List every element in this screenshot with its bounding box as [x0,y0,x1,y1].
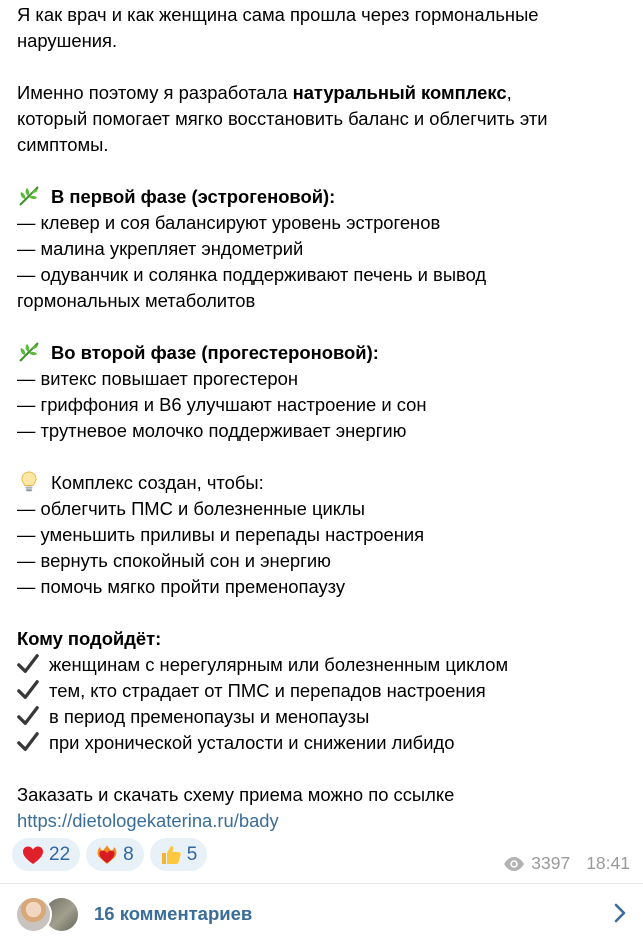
phase1-title: В первой фазе (эстрогеновой): [51,186,336,207]
check-mark-icon [17,705,39,727]
reaction-count: 5 [186,843,198,865]
purpose-heading [17,470,629,496]
comments-link[interactable]: 16 комментариев [94,903,253,924]
list-item: — уменьшить приливы и перепады настроения [17,524,425,545]
why-line: который помогает мягко восстановить баланс и облегчить эти [17,108,548,129]
list-item: — одуванчик и солянка поддерживают печень и вывод [17,264,487,285]
reactions-bar [12,838,207,871]
list-item: — облегчить ПМС и болезненные циклы [17,498,365,519]
commenter-avatars [15,896,81,930]
list-item: — гриффония и В6 улучшают настроение и сон [17,394,427,415]
fit-item [17,730,629,756]
phase2-heading [17,340,629,366]
reaction-thumbs-up[interactable] [150,838,208,871]
intro-line: нарушения. [17,30,118,51]
fit-item [17,652,629,678]
thumbs-up-icon [159,843,183,867]
product-name-bold: натуральный комплекс [292,82,507,103]
reaction-count: 22 [49,843,71,865]
chevron-right-icon[interactable] [614,903,626,923]
fit-item-text: тем, кто страдает от ПМС и перепадов настроения [49,680,486,701]
list-item: — трутневое молочко поддерживает энергию [17,420,407,441]
reaction-heart-on-fire[interactable] [86,838,144,871]
fit-item [17,704,629,730]
check-mark-icon [17,653,39,675]
list-item: — витекс повышает прогестерон [17,368,299,389]
fit-item-text: женщинам с нерегулярным или болезненным циклом [49,654,509,675]
post-text [17,2,629,834]
list-item: — малина укрепляет эндометрий [17,238,304,259]
check-mark-icon [17,731,39,753]
fit-item-text: в период пременопаузы и менопаузы [49,706,370,727]
list-item: — клевер и соя балансируют уровень эстрогенов [17,212,441,233]
eye-icon [503,856,525,872]
check-mark-icon [17,679,39,701]
post-meta [503,853,630,874]
reaction-red-heart[interactable] [12,838,80,871]
why-comma: , [506,82,512,103]
product-link[interactable]: https://dietologekaterina.ru/bady [17,810,279,831]
views-count: 3397 [531,853,571,873]
phase1-heading [17,184,629,210]
list-item: гормональных метаболитов [17,290,256,311]
list-item: — помочь мягко пройти пременопаузу [17,576,346,597]
avatar [15,896,52,933]
comments-bar[interactable] [0,883,643,940]
heart-on-fire-icon [95,843,119,867]
fit-heading: Кому подойдёт: [17,628,162,649]
post-time: 18:41 [586,853,630,873]
purpose-title: Комплекс создан, чтобы: [51,472,264,493]
red-heart-icon [21,843,45,867]
light-bulb-icon [17,470,41,494]
why-line: симптомы. [17,134,109,155]
fit-item [17,678,629,704]
herb-icon [17,340,41,364]
intro-line: Я как врач и как женщина сама прошла через гормональные [17,4,539,25]
herb-icon [17,184,41,208]
reaction-count: 8 [123,843,134,865]
why-paragraph [17,80,629,106]
list-item: — вернуть спокойный сон и энергию [17,550,331,571]
fit-item-text: при хронической усталости и снижении либидо [49,732,455,753]
order-text: Заказать и скачать схему приема можно по ссылке [17,784,455,805]
phase2-title: Во второй фазе (прогестероновой): [51,342,379,363]
why-text: Именно поэтому я разработала [17,82,293,103]
